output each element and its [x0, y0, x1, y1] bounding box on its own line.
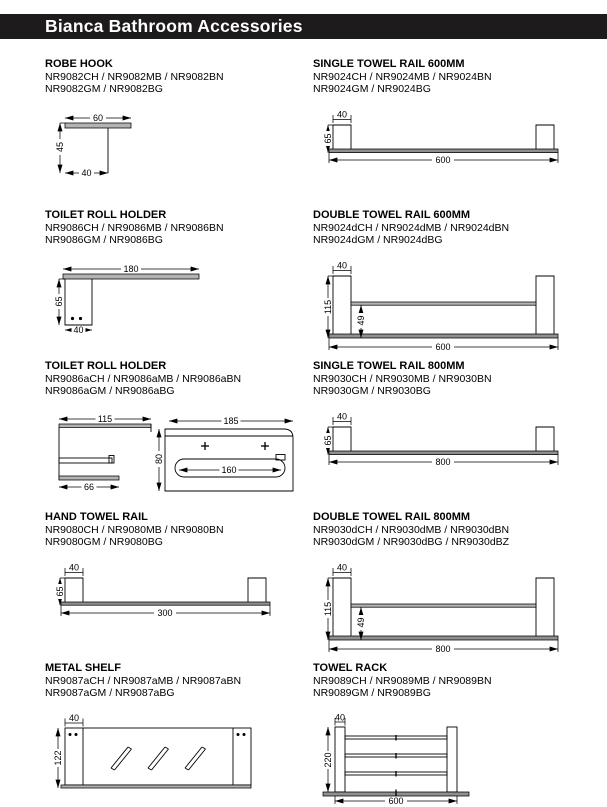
product-codes-line1: NR9024CH / NR9024MB / NR9024BN [313, 71, 492, 83]
dimension-label: 40 [336, 260, 348, 271]
product-name: SINGLE TOWEL RAIL 800MM [313, 360, 465, 372]
product-card [313, 360, 607, 511]
product-codes-line2: NR9080GM / NR9080BG [45, 536, 163, 548]
product-codes-line2: NR9089GM / NR9089BG [313, 687, 431, 699]
product-codes-line1: NR9087aCH / NR9087aMB / NR9087aBN [45, 675, 242, 687]
product-card [313, 511, 607, 662]
product-card [45, 209, 313, 360]
product-card [313, 209, 607, 360]
toilet-roll-holder-drawing [53, 262, 208, 340]
dimension-label: 160 [221, 465, 237, 475]
double-towel-rail-800-drawing [321, 564, 566, 656]
screw-hole-icon [79, 317, 82, 320]
dimension-label: 600 [388, 796, 404, 806]
metal-shelf-drawing [53, 715, 258, 799]
dimension-label: 65 [55, 586, 65, 597]
product-codes-line1: NR9082CH / NR9082MB / NR9082BN [45, 71, 224, 83]
screw-cross-icon [201, 442, 209, 450]
product-codes-line1: NR9030dCH / NR9030dMB / NR9030dBN [313, 524, 510, 536]
product-name: HAND TOWEL RAIL [45, 511, 148, 523]
product-codes-line1: NR9086aCH / NR9086aMB / NR9086aBN [45, 373, 242, 385]
dimension-label: 40 [336, 411, 348, 422]
product-name: SINGLE TOWEL RAIL 600MM [313, 58, 465, 70]
dimension-label: 800 [435, 644, 451, 654]
dimension-label: 40 [336, 109, 348, 120]
dimension-label: 40 [81, 168, 92, 178]
product-codes-line1: NR9089CH / NR9089MB / NR9089BN [313, 675, 492, 687]
dimension-label: 300 [157, 608, 173, 618]
single-towel-rail-600-drawing [321, 111, 566, 169]
product-card [45, 511, 313, 662]
product-codes-line2: NR9086aGM / NR9086aBG [45, 385, 175, 397]
product-name: TOILET ROLL HOLDER [45, 360, 167, 372]
product-codes-line2: NR9030dGM / NR9030dBG / NR9030dBZ [313, 536, 510, 548]
dimension-label: 60 [92, 113, 104, 123]
product-card [313, 662, 607, 807]
product-card [313, 58, 607, 209]
dimension-label: 115 [323, 299, 333, 315]
dimension-label: 80 [154, 453, 164, 465]
dimension-label: 40 [334, 712, 346, 723]
dimension-label: 600 [435, 155, 451, 165]
product-grid [0, 39, 607, 807]
dimension-label: 185 [223, 416, 239, 426]
product-codes-line2: NR9087aGM / NR9087aBG [45, 687, 175, 699]
toilet-roll-holder-a-drawing [53, 413, 303, 497]
product-card [45, 662, 313, 807]
product-name: TOWEL RACK [313, 662, 388, 674]
dimension-label: 40 [68, 562, 80, 573]
dimension-label: 40 [68, 713, 80, 723]
dimension-label: 40 [336, 562, 348, 573]
product-card [45, 360, 313, 511]
dimension-label: 66 [83, 482, 95, 492]
dimension-label: 45 [55, 141, 65, 153]
product-codes-line2: NR9024GM / NR9024BG [313, 83, 431, 95]
product-name: METAL SHELF [45, 662, 121, 674]
product-codes-line2: NR9082GM / NR9082BG [45, 83, 163, 95]
product-codes-line2: NR9086GM / NR9086BG [45, 234, 163, 246]
product-name: TOILET ROLL HOLDER [45, 209, 167, 221]
dimension-label: 600 [435, 342, 451, 352]
screw-cross-icon [261, 442, 269, 450]
dimension-label: 122 [53, 750, 63, 766]
robe-hook-drawing [53, 111, 153, 181]
single-towel-rail-800-drawing [321, 413, 566, 471]
product-codes-line1: NR9080CH / NR9080MB / NR9080BN [45, 524, 224, 536]
product-name: ROBE HOOK [45, 58, 113, 70]
dimension-label: 800 [435, 457, 451, 467]
dimension-label: 180 [123, 264, 139, 274]
dimension-label: 220 [323, 752, 333, 768]
product-name: DOUBLE TOWEL RAIL 800MM [313, 511, 471, 523]
screw-hole-icon [237, 733, 240, 736]
product-codes-line1: NR9030CH / NR9030MB / NR9030BN [313, 373, 492, 385]
dimension-label: 49 [356, 315, 366, 326]
double-towel-rail-600-drawing [321, 262, 566, 354]
dimension-label: 65 [323, 133, 333, 144]
catalog-page [0, 14, 607, 807]
shelf-slat-icon [111, 747, 132, 770]
page-title: Bianca Bathroom Accessories [45, 16, 303, 36]
product-card [45, 58, 313, 209]
product-name: DOUBLE TOWEL RAIL 600MM [313, 209, 471, 221]
product-codes-line1: NR9024dCH / NR9024dMB / NR9024dBN [313, 222, 510, 234]
product-codes-line2: NR9024dGM / NR9024dBG [313, 234, 443, 246]
shelf-slat-icon [185, 747, 206, 770]
screw-hole-icon [69, 733, 72, 736]
screw-hole-icon [71, 317, 74, 320]
dimension-label: 49 [356, 617, 366, 628]
screw-hole-icon [75, 733, 78, 736]
product-codes-line2: NR9030GM / NR9030BG [313, 385, 431, 397]
shelf-slat-icon [148, 747, 169, 770]
product-codes-line1: NR9086CH / NR9086MB / NR9086BN [45, 222, 224, 234]
dimension-label: 65 [323, 435, 333, 446]
dimension-label: 115 [97, 414, 113, 424]
towel-rack-drawing [321, 712, 471, 807]
dimension-label: 115 [323, 601, 333, 617]
screw-hole-icon [243, 733, 246, 736]
dimension-label: 40 [73, 325, 84, 335]
page-header [0, 14, 607, 39]
hand-towel-rail-drawing [53, 564, 278, 622]
dimension-label: 65 [54, 296, 64, 307]
